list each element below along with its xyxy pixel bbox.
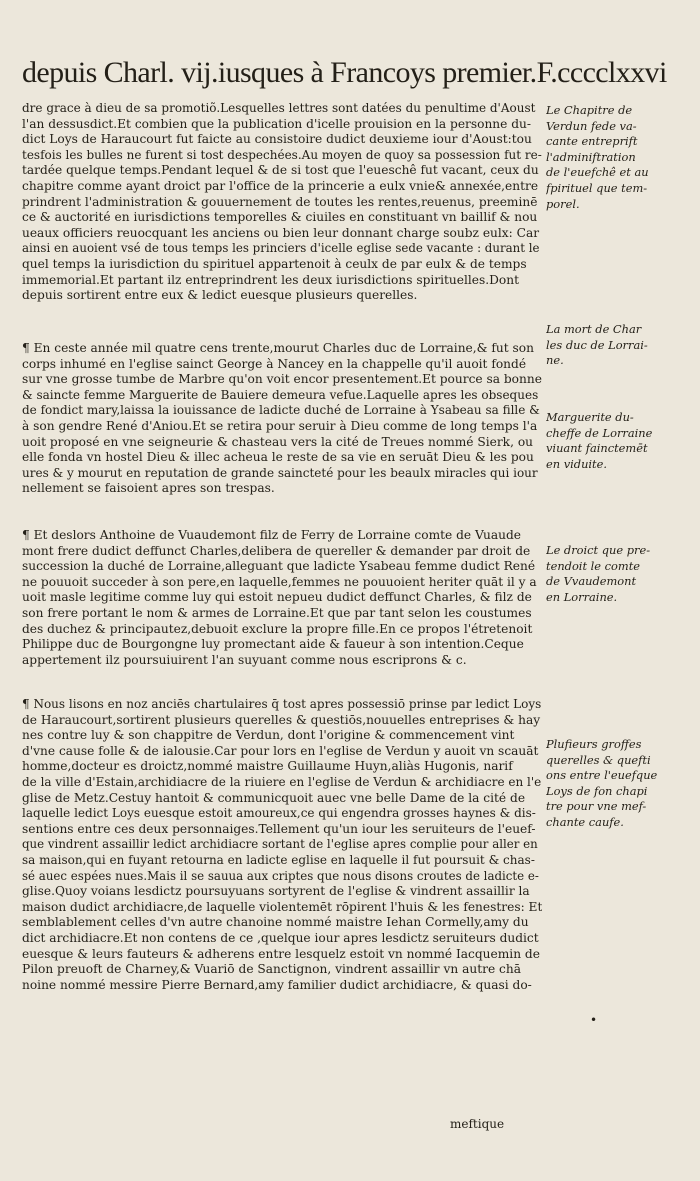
text-line: glise.Quoy voians lesdictz poursuyuans sortyrent de l'eglise & vindrent assaillir la (22, 884, 530, 899)
paragraph-2 (22, 341, 542, 497)
sidenote-line: en Lorraine. (546, 589, 618, 604)
text-line: ures & y mourut en reputation de grande saincteté pour les beaulx miracles qui iour (22, 465, 538, 480)
sidenote-line: fpirituel que tem- (546, 180, 648, 195)
text-line: mont frere dudict deffunct Charles,delibera de quereller & demander par droit de (22, 543, 531, 558)
text-line: tesfois les bulles ne furent si tost despechées.Au moyen de quoy sa possession fut re- (22, 147, 542, 162)
sidenote-line: tendoit le comte (546, 558, 641, 573)
text-line: dre grace à dieu de sa promotiõ.Lesquelles lettres sont datées du penultime d'Aoust (22, 101, 536, 115)
text-line: de Haraucourt,sortirent plusieurs querelles & questiōs,nouuelles entreprises & hay (22, 712, 541, 727)
text-line: uoit masle legitime comme luy qui estoit nepueu dudict deffunct Charles, & filz de (22, 590, 532, 605)
text-line: laquelle ledict Loys euesque estoit amoureux,ce qui engendra grosses haynes & dis- (22, 806, 536, 821)
text-line: son frere portant le nom & armes de Lorraine.Et que par tant selon les coustumes (22, 605, 532, 620)
sidenote-line: La mort de Char (546, 322, 642, 336)
sidenote-line: chante caufe. (546, 814, 624, 829)
sidenote-line: cheffe de Lorraine (546, 425, 653, 440)
sidenote-line: les duc de Lorrai- (546, 337, 648, 352)
text-line: succession la duché de Lorraine,alleguant que ladicte Ysabeau femme dudict René (22, 559, 536, 574)
sidenote-line: viuant fainctemēt (546, 441, 648, 456)
sidenote-line: Le droict que pre- (546, 543, 651, 557)
text-line: immemorial.Et partant ilz entreprindrent les deux iurisdictions spirituelles.Dont (22, 272, 519, 287)
text-line: ce & auctorité en iurisdictions temporelles & ciuiles en constituant vn baillif & nou (22, 210, 538, 225)
text-line: homme,docteur es droictz,nommé maistre Guillaume Huyn,aliàs Hugonis, narif (22, 759, 513, 774)
text-line: à son gendre René d'Aniou.Et se retira pour seruir à Dieu comme de long temps l'a (22, 418, 538, 433)
text-line: de la ville d'Estain,archidiacre de la riuiere en l'eglise de Verdun & archidiacre en l'e (22, 774, 542, 789)
sidenote-5 (546, 737, 696, 831)
sidenote-line: porel. (546, 196, 580, 211)
sidenote-line: ne. (546, 353, 564, 368)
sidenote-4 (546, 543, 696, 605)
text-line: que vindrent assaillir ledict archidiacre sortant de l'eglise apres complie pour aller en (22, 837, 538, 852)
text-line: d'vne cause folle & de ialousie.Car pour lors en l'eglise de Verdun y auoit vn scauāt (22, 743, 539, 758)
text-line: Philippe duc de Bourgongne luy promectant aide & faueur à son intention.Ceque (22, 637, 524, 652)
sidenote-line: Verdun fede va- (546, 118, 637, 133)
text-line: appertement ilz poursuiuirent l'an suyuant comme nous escriprons & c. (22, 652, 467, 667)
paragraph-3 (22, 528, 542, 668)
sidenote-line: tre pour vne mef- (546, 799, 647, 814)
text-line: glise de Metz.Cestuy hantoit & communicquoit auec vne belle Dame de la cité de (22, 790, 526, 805)
text-line: des duchez & principautez,debuoit exclure la propre fille.En ce propos l'étretenoit (22, 621, 533, 636)
text-line: uoit proposé en vne seigneurie & chasteau vers la cité de Treues nommé Sierk, ou (22, 434, 534, 449)
sidenote-line: cante entreprift (546, 134, 638, 149)
text-line: nellement se faisoient apres son trespas. (22, 481, 275, 496)
text-line: ¶ Et deslors Anthoine de Vuaudemont filz de Ferry de Lorraine comte de Vuaude (22, 528, 522, 542)
sidenote-2 (546, 322, 696, 369)
text-line: euesque & leurs fauteurs & adherens entre lesquelz estoit vn nommé Iacquemin de (22, 946, 540, 961)
text-line: sur vne grosse tumbe de Marbre qu'on voit encor presentement.Et pource sa bonne (22, 372, 542, 387)
text-line: sa maison,qui en fuyant retourna en ladicte eglise en laquelle il fut poursuit & chas- (22, 852, 535, 867)
text-line: noine nommé messire Pierre Bernard,amy familier dudict archidiacre, & quasi do- (22, 977, 532, 992)
text-line: quel temps la iurisdiction du spirituel appartenoit à ceulx de par eulx & de temps (22, 256, 527, 271)
text-line: dict archidiacre.Et non contens de ce ,quelque iour apres lesdictz seruiteurs dudict (22, 930, 539, 945)
sidenote-line: de l'euefchê et au (546, 165, 649, 180)
text-line: depuis sortirent entre eux & ledict euesque plusieurs querelles. (22, 288, 418, 303)
sidenote-line: querelles & quefti (546, 752, 651, 767)
running-head: depuis Charl. vij.iusques à Francoys premier.F.cccclxxvi (22, 56, 667, 89)
text-line: ainsi en auoient vsé de tous temps les princiers d'icelle eglise sede vacante : durant le (22, 241, 540, 256)
text-line: & saincte femme Marguerite de Bauiere demeura vefue.Laquelle apres les obseques (22, 387, 539, 402)
sidenote-3 (546, 410, 696, 472)
text-line: maison dudict archidiacre,de laquelle violentemēt rōpirent l'huis & les fenestres: Et (22, 899, 542, 914)
text-line: l'an dessusdict.Et combien que la publication d'icelle prouision en la personne du- (22, 116, 532, 131)
text-line: Pilon preuoft de Charney,& Vuariō de Sanctignon, vindrent assaillir vn autre chā (22, 962, 521, 977)
text-line: de fondict mary,laissa la iouissance de ladicte duché de Lorraine à Ysabeau sa fille & (22, 403, 540, 418)
sidenote-line: l'adminiftration (546, 149, 636, 164)
text-line: sentions entre ces deux personnaiges.Tellement qu'un iour les seruiteurs de l'euef- (22, 821, 536, 836)
paragraph-1 (22, 101, 542, 304)
text-line: semblablement celles d'vn autre chanoine nommé maistre Iehan Cormelly,amy du (22, 915, 529, 930)
text-line: prindrent l'administration & gouuernement de toutes les rentes,reuenus, preeminē (22, 194, 538, 209)
text-line: chapitre comme ayant droict par l'office de la princerie a eulx vnie& annexée,entre (22, 178, 539, 193)
sidenote-line: en viduite. (546, 456, 607, 471)
sidenote-line: Plufieurs groffes (546, 737, 642, 751)
text-line: ¶ En ceste année mil quatre cens trente,mourut Charles duc de Lorraine,& fut son (22, 341, 534, 355)
sidenote-line: Le Chapitre de (546, 103, 633, 117)
text-line: sé auec espées nues.Mais il se sauua aux criptes que nous disons croutes de ladicte e- (22, 868, 539, 883)
text-line: dict Loys de Haraucourt fut faicte au consistoire dudict deuxieme iour d'Aoust:tou (22, 132, 532, 147)
text-line: ¶ Nous lisons en noz anciēs chartulaires q̄ tost apres possessiō prinse par ledict Loys (22, 697, 542, 711)
sidenote-line: Loys de fon chapi (546, 783, 648, 798)
sidenote-line: de Vvaudemont (546, 574, 637, 589)
text-line: tardée quelque temps.Pendant lequel & de si tost que l'eueschê fut vacant, ceux du (22, 163, 539, 178)
sidenote-1 (546, 103, 696, 212)
sidenote-line: Marguerite du- (546, 410, 634, 424)
text-line: ne pouuoit succeder à son pere,en laquelle,femmes ne pouuoient heriter quāt il y a (22, 574, 537, 589)
paragraph-4 (22, 697, 542, 993)
text-line: corps inhumé en l'eglise sainct George à Nancey en la chappelle qu'il auoit fondé (22, 356, 527, 371)
sidenote-line: ons entre l'euefque (546, 768, 658, 783)
text-line: ueaux officiers reuocquant les anciens ou bien leur donnant charge soubz eulx: Car (22, 225, 540, 240)
text-line: nes contre luy & son chappitre de Verdun, dont l'origine & commencement vint (22, 728, 515, 743)
ornament-dot: • (590, 1013, 598, 1027)
text-line: elle fonda vn hostel Dieu & illec acheua le reste de sa vie en seruāt Dieu & les pou (22, 450, 534, 465)
catchword: meftique (450, 1117, 505, 1131)
